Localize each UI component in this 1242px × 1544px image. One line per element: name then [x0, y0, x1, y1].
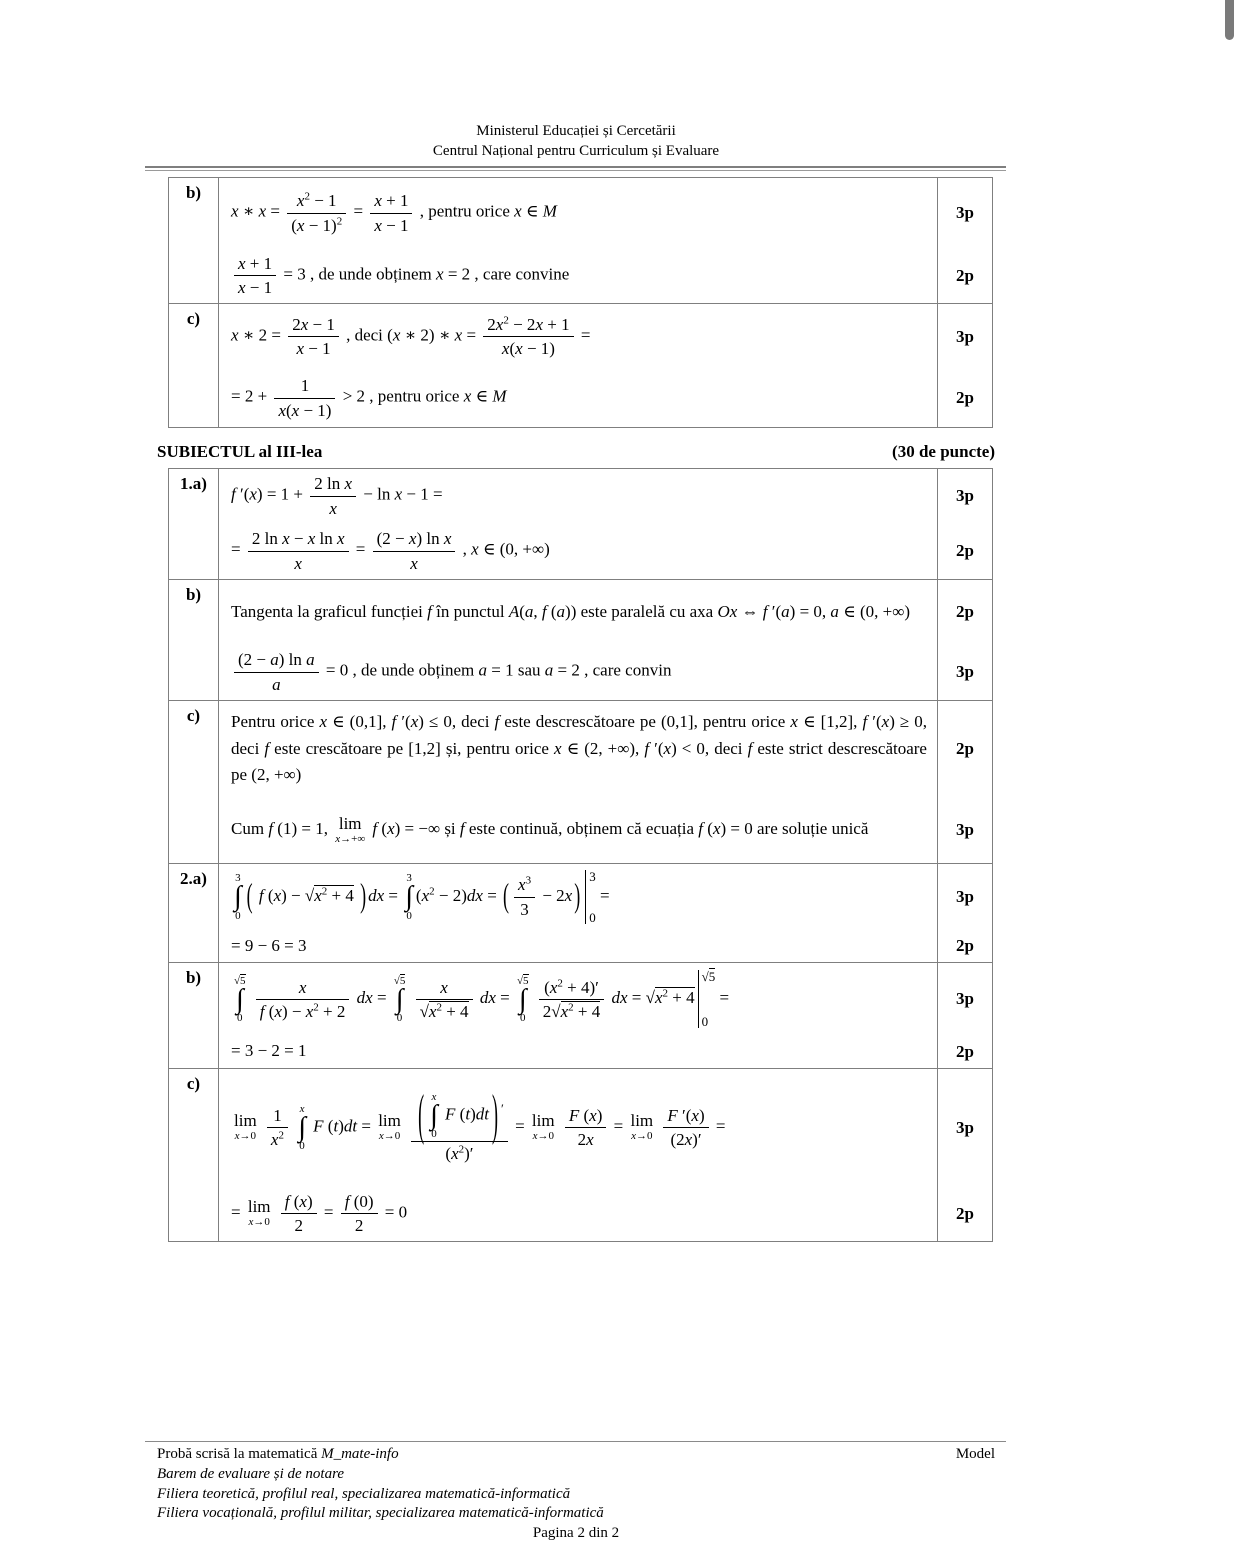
section3-points: (30 de puncte) — [892, 442, 995, 461]
footer-model-label: Model — [955, 1446, 995, 1462]
formula: = 3 − 2 = 1 — [231, 1041, 307, 1061]
points-badge: 3p — [956, 820, 974, 839]
points-badge: 3p — [956, 887, 974, 906]
table-row-2a — [169, 864, 992, 963]
points-badge: 3p — [956, 662, 974, 681]
table-row-1c — [169, 701, 992, 864]
row-label: c) — [169, 304, 219, 427]
formula: 3 ∫ 0 ( f $(x) - √x^2 + 4$ ) dx = 3 ∫ 0 $(x^2 - 2)dx$ = ( $\frac{x^3}{3}$ − 2x ) 3 0 = — [234, 869, 610, 925]
formula: f ′(x) = 1 + $\frac{\text{2 ln x}}{x}$ − ln x − 1 = — [231, 474, 443, 518]
points-badge: 2p — [956, 936, 974, 956]
footer-exam-line: Probă scrisă la matematică M_mate-info — [157, 1446, 399, 1462]
formula: = $\frac{\text{2 ln x − x ln x}}{x}$ = $\frac{\text{(2 − x) ln x}}{x}$ , x ∈ (0, +∞) — [231, 529, 550, 573]
section3-heading — [157, 442, 995, 462]
section3-title: SUBIECTUL al III-lea — [157, 442, 323, 461]
row-label: 1.a) — [169, 469, 219, 579]
formula: lim x→0 $\frac{1}{x^2}$ x ∫ 0 F (t)dt = lim x→0 ( x ∫ 0 F (t)dt ) ′ $(x^2)'$ = lim x→0 $\frac{F (x)}{2x}$ = lim x→0 $\frac{F '(x)}{(2x)'}$ = — [234, 1083, 726, 1164]
footer-barem-line: Barem de evaluare și de notare — [157, 1465, 345, 1482]
points-badge: 2p — [956, 1041, 974, 1061]
points-badge: 3p — [956, 989, 974, 1009]
formula: $\frac{x + 1}{x - 1}$ = 3 , de unde obținem x = 2 , care convine — [231, 253, 569, 299]
points-badge: 2p — [956, 541, 974, 560]
footer-rule — [145, 1441, 1006, 1442]
formula: x ∗ 2 = $\frac{2x - 1}{x - 1}$ , deci (x ∗ 2) ∗ x = $\frac{2x^2 - 2x + 1}{x(x - 1)}$ = — [231, 314, 591, 358]
document-footer — [157, 1441, 995, 1544]
points-badge: 2p — [956, 739, 974, 758]
table-row-1a — [169, 469, 992, 580]
points-badge: 3p — [956, 203, 974, 222]
table-subject2 — [168, 177, 993, 428]
header-rule — [145, 166, 1006, 171]
row-label: b) — [169, 963, 219, 1067]
footer-filiera-vocationala: Filiera vocațională, profilul militar, specializarea matematică-informatică — [157, 1505, 604, 1522]
footer-page-number: Pagina 2 din 2 — [532, 1525, 620, 1542]
formula: = 2 + $\frac{1}{x(x - 1)}$ > 2 , pentru orice x ∈ M — [231, 376, 507, 420]
points-badge: 3p — [956, 486, 974, 505]
document-content — [157, 0, 995, 1242]
formula: x ∗ x = $\frac{x^2 - 1}{(x - 1)^2}$ = $\frac{x + 1}{x - 1}$ , pentru orice x ∈ M — [231, 190, 557, 235]
points-badge: 2p — [956, 265, 974, 285]
table-row-2c — [169, 1069, 992, 1241]
statement: Cum f (1) = 1, lim x→+∞ f (x) = −∞ și f este continuă, obținem că ecuația f (x) = 0 are soluție unică — [231, 813, 869, 845]
statement: Tangenta la graficul funcției f în punctul A(a, f (a)) este paralelă cu axa Ox ⇔ f ′(a) = 0, a ∈ (0, +∞) — [231, 601, 911, 621]
formula: √5 ∫ 0 $\frac{x}{f (x) - x^2 + 2}$ dx = √5 ∫ 0 $\frac{x}{√x^2 + 4}$ dx = √5 ∫ 0 $\frac{(x^2 + 4)'}{2√x^2 + 4}$ dx = $√x^2 + 4$ √5 0 = — [234, 969, 730, 1030]
table-subject3 — [168, 468, 993, 1242]
header-ministry: Ministerul Educației și Cercetării — [476, 123, 676, 139]
row-label: b) — [169, 178, 219, 303]
points-badge: 3p — [956, 1117, 974, 1137]
points-badge: 2p — [956, 388, 974, 407]
points-badge: 3p — [956, 326, 974, 346]
document-header — [157, 122, 995, 161]
row-label: c) — [169, 701, 219, 863]
formula: $\frac{\text{(2 − a) ln a}}{a}$ = 0 , de unde obținem a = 1 sau a = 2 , care convin — [231, 649, 671, 695]
points-badge: 2p — [956, 1203, 974, 1223]
table-row-2b — [169, 963, 992, 1068]
table-row-2b — [169, 178, 992, 304]
footer-filiera-teoretica: Filiera teoretică, profilul real, specializarea matematică-informatică — [157, 1485, 571, 1502]
row-label: b) — [169, 580, 219, 700]
row-label: 2.a) — [169, 864, 219, 962]
row-label: c) — [169, 1069, 219, 1241]
header-center: Centrul Național pentru Curriculum și Evaluare — [432, 142, 720, 159]
footer-exam-subject: M_mate-info — [321, 1446, 399, 1462]
formula: = lim x→0 $\frac{f (x)}{2}$ = $\frac{f (0)}{2}$ = 0 — [231, 1191, 408, 1236]
statement: Pentru orice x ∈ (0,1], f ′(x) ≤ 0, deci f este descrescătoare pe (0,1], pentru orice x ∈ [1,2], f ′(x) ≥ 0, deci f este crescătoare pe [1,2] și, pentru orice x ∈ (2, +∞), f ′(x) < 0, deci f este strict descrescătoare pe (2, +∞) — [231, 712, 928, 785]
formula: = 9 − 6 = 3 — [231, 936, 307, 955]
table-row-1b — [169, 580, 992, 701]
table-row-2c — [169, 304, 992, 427]
scrollbar-thumb[interactable] — [1225, 0, 1234, 40]
points-badge: 2p — [956, 602, 974, 621]
